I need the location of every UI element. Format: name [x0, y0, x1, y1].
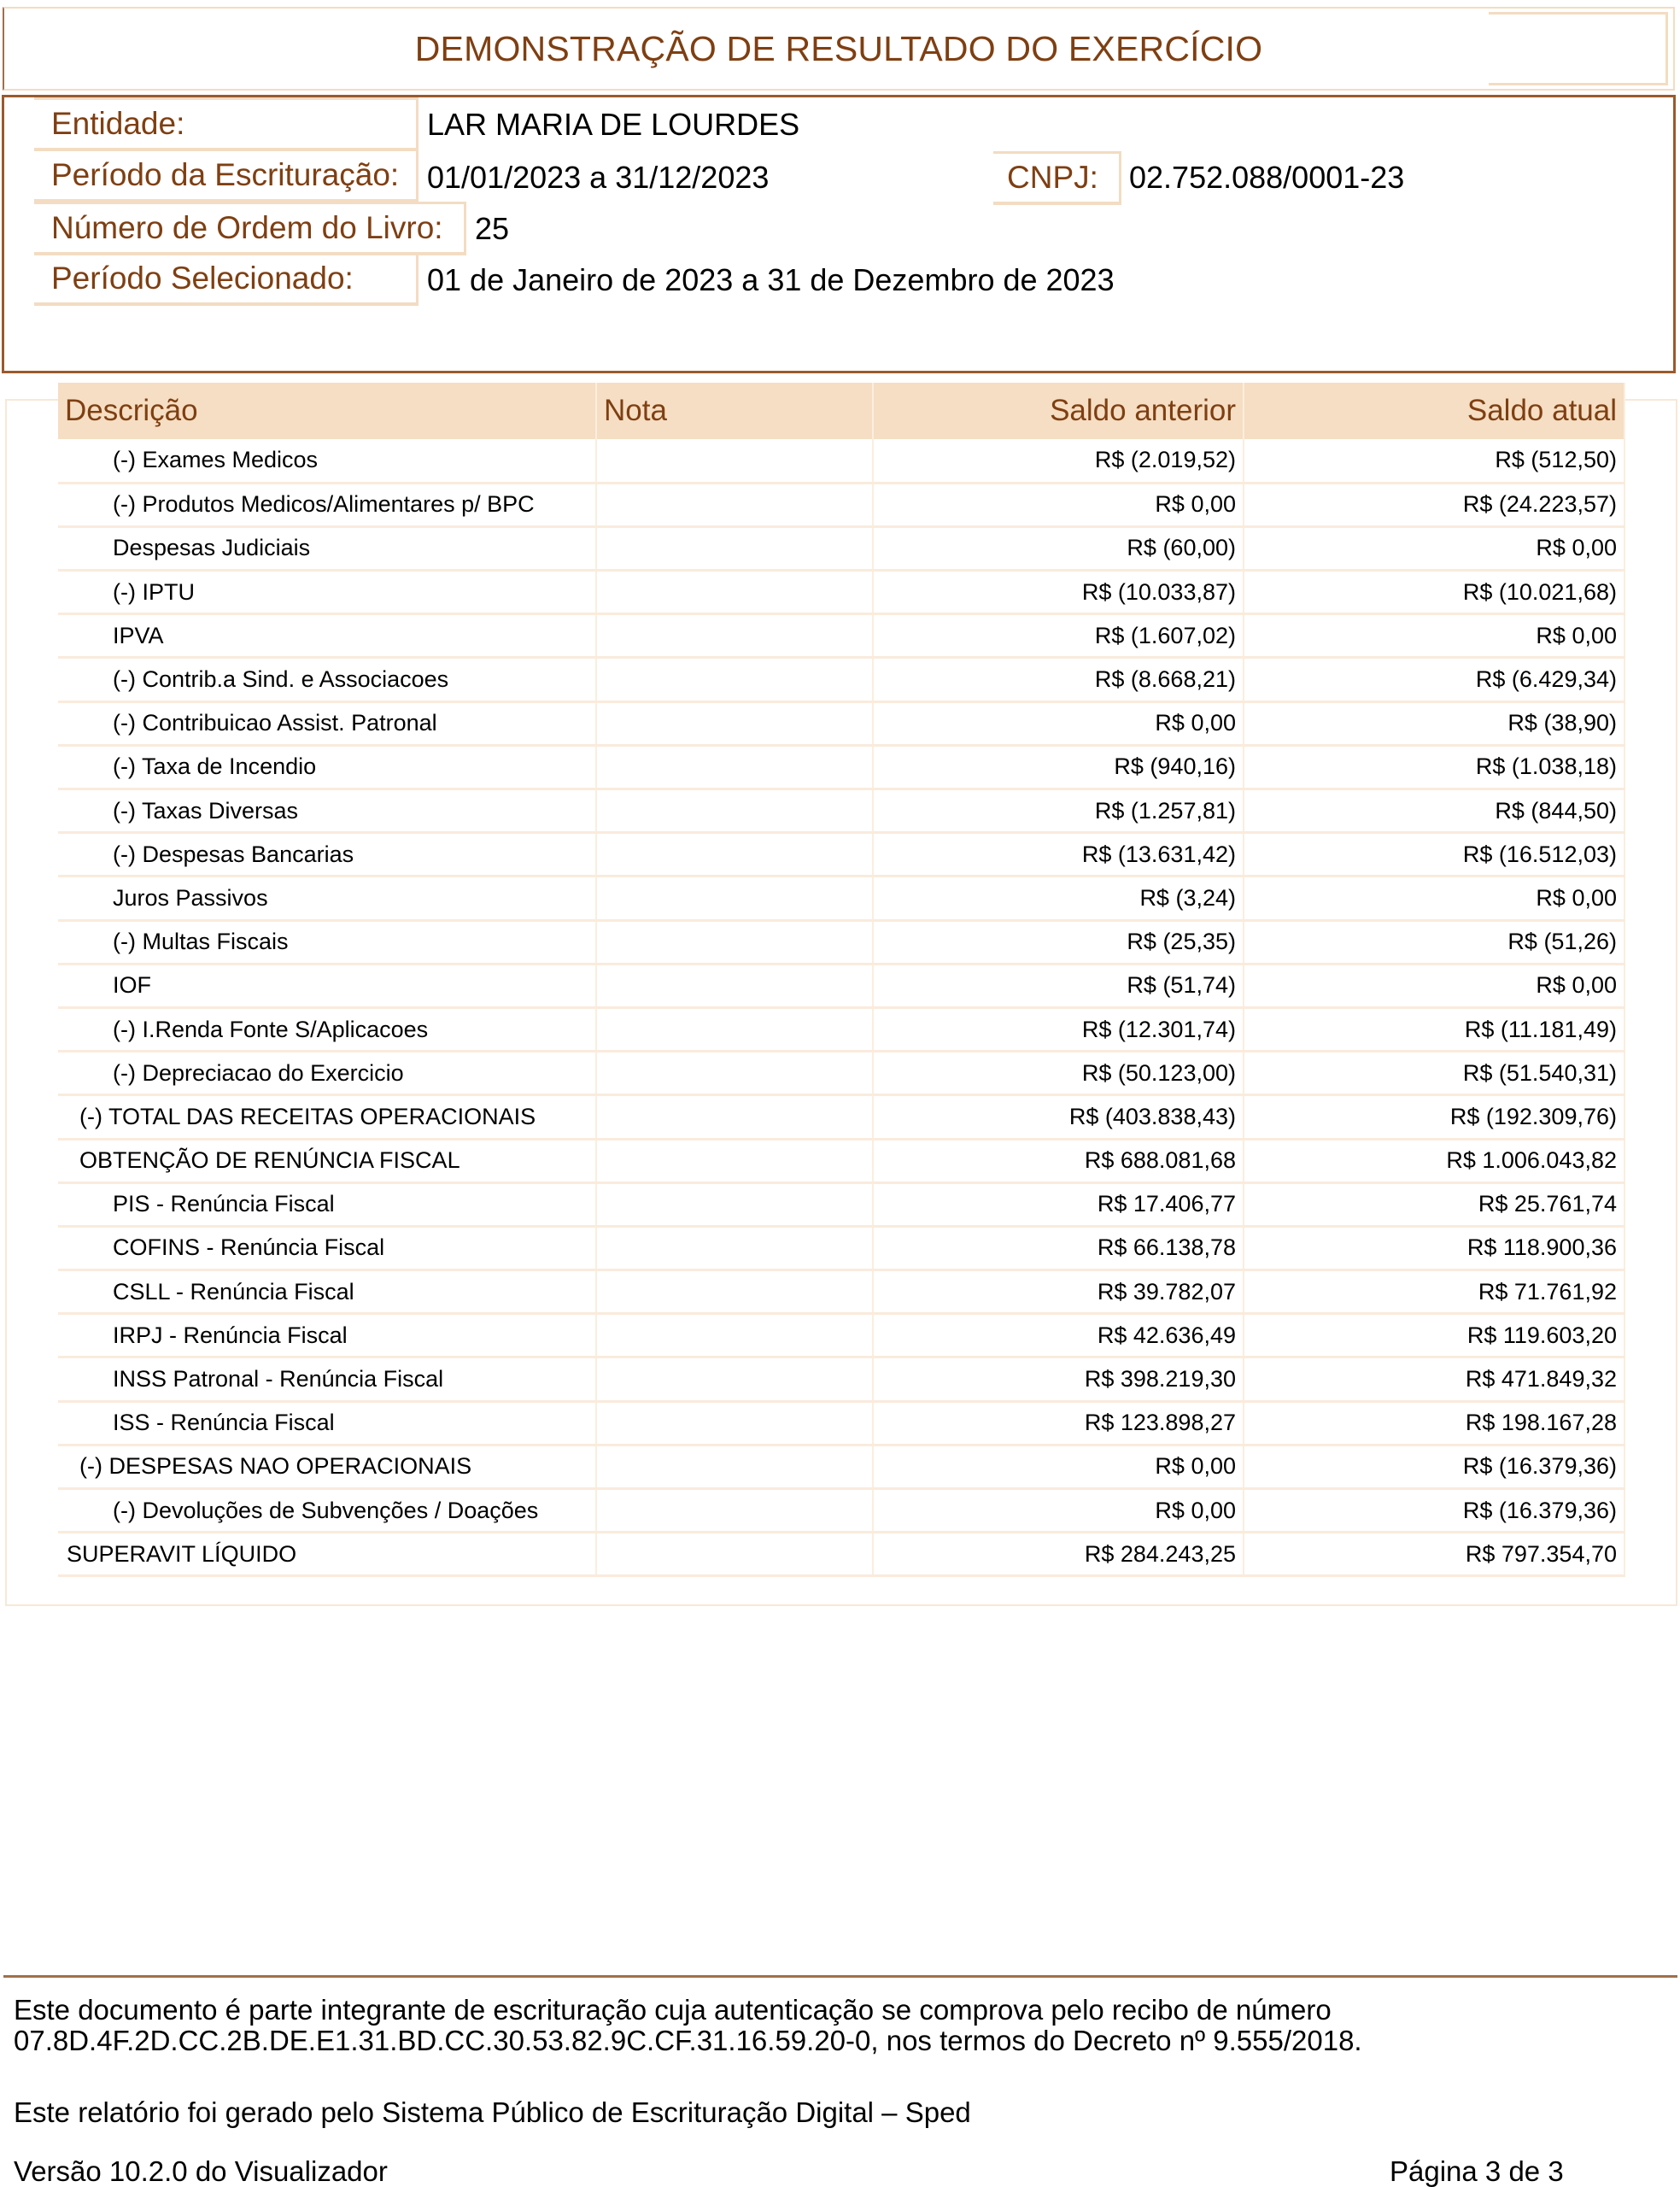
periodo-selecionado-value: 01 de Janeiro de 2023 a 31 de Dezembro de 2023: [427, 262, 1115, 297]
row-saldo-anterior: R$ (3,24): [873, 877, 1244, 920]
title-box: [3, 7, 1675, 91]
row-saldo-anterior: R$ 17.406,77: [873, 1182, 1244, 1226]
table-header-row: [58, 383, 1624, 439]
row-descricao: IRPJ - Renúncia Fiscal: [58, 1314, 596, 1357]
table-row: [58, 964, 1624, 1007]
row-nota: [596, 1182, 873, 1226]
table-row: [58, 833, 1624, 877]
row-nota: [596, 571, 873, 614]
row-saldo-anterior: R$ 0,00: [873, 1489, 1244, 1533]
table-row: [58, 1095, 1624, 1139]
table-row: [58, 1007, 1624, 1051]
footer-auth-line1: Este documento é parte integrante de escrituração cuja autenticação se comprova pelo recibo de número: [14, 1994, 1332, 2026]
row-saldo-anterior: R$ 123.898,27: [873, 1401, 1244, 1445]
footer-divider: [3, 1975, 1677, 1978]
row-saldo-atual: R$ 797.354,70: [1244, 1533, 1624, 1576]
row-saldo-anterior: R$ (12.301,74): [873, 1007, 1244, 1051]
row-descricao: (-) TOTAL DAS RECEITAS OPERACIONAIS: [58, 1095, 596, 1139]
row-descricao: SUPERAVIT LÍQUIDO: [58, 1533, 596, 1576]
table-row: [58, 483, 1624, 526]
row-saldo-anterior: R$ 39.782,07: [873, 1270, 1244, 1314]
table-row: [58, 745, 1624, 789]
row-descricao: (-) Devoluções de Subvenções / Doações: [58, 1489, 596, 1533]
row-nota: [596, 1095, 873, 1139]
row-nota: [596, 1314, 873, 1357]
table-row: [58, 1357, 1624, 1401]
header-nota: Nota: [596, 383, 873, 439]
row-descricao: (-) Produtos Medicos/Alimentares p/ BPC: [58, 483, 596, 526]
row-nota: [596, 1445, 873, 1488]
periodo-escrituracao-value: 01/01/2023 a 31/12/2023: [427, 160, 770, 195]
header-saldo-anterior: Saldo anterior: [873, 383, 1244, 439]
numero-ordem-value: 25: [475, 211, 510, 246]
row-saldo-anterior: R$ (51,74): [873, 964, 1244, 1007]
row-saldo-atual: R$ (11.181,49): [1244, 1007, 1624, 1051]
row-descricao: IOF: [58, 964, 596, 1007]
table-row: [58, 614, 1624, 658]
row-saldo-atual: R$ 0,00: [1244, 877, 1624, 920]
table-row: [58, 789, 1624, 833]
table-row: [58, 1489, 1624, 1533]
row-descricao: (-) DESPESAS NAO OPERACIONAIS: [58, 1445, 596, 1488]
row-nota: [596, 1401, 873, 1445]
row-saldo-atual: R$ (844,50): [1244, 789, 1624, 833]
row-descricao: OBTENÇÃO DE RENÚNCIA FISCAL: [58, 1139, 596, 1182]
row-descricao: (-) Taxa de Incendio: [58, 745, 596, 789]
row-saldo-anterior: R$ (13.631,42): [873, 833, 1244, 877]
periodo-escrituracao-label: Período da Escrituração:: [34, 151, 419, 202]
table-row: [58, 658, 1624, 701]
cnpj-value: 02.752.088/0001-23: [1129, 160, 1405, 195]
row-nota: [596, 1139, 873, 1182]
table-row: [58, 1226, 1624, 1269]
row-saldo-atual: R$ 0,00: [1244, 614, 1624, 658]
row-saldo-anterior: R$ 42.636,49: [873, 1314, 1244, 1357]
row-descricao: (-) Despesas Bancarias: [58, 833, 596, 877]
entidade-value: LAR MARIA DE LOURDES: [427, 107, 800, 142]
row-nota: [596, 701, 873, 745]
row-descricao: (-) IPTU: [58, 571, 596, 614]
row-saldo-atual: R$ (10.021,68): [1244, 571, 1624, 614]
row-saldo-atual: R$ (1.038,18): [1244, 745, 1624, 789]
row-descricao: COFINS - Renúncia Fiscal: [58, 1226, 596, 1269]
row-saldo-anterior: R$ (50.123,00): [873, 1052, 1244, 1095]
row-saldo-atual: R$ (38,90): [1244, 701, 1624, 745]
row-saldo-anterior: R$ 0,00: [873, 701, 1244, 745]
row-saldo-anterior: R$ 284.243,25: [873, 1533, 1244, 1576]
row-nota: [596, 526, 873, 570]
row-nota: [596, 1052, 873, 1095]
row-saldo-atual: R$ 0,00: [1244, 526, 1624, 570]
row-saldo-atual: R$ 471.849,32: [1244, 1357, 1624, 1401]
title-corner-decoration: [1489, 12, 1668, 85]
table-row: [58, 526, 1624, 570]
row-saldo-anterior: R$ (940,16): [873, 745, 1244, 789]
cnpj-label: CNPJ:: [993, 151, 1121, 205]
row-descricao: CSLL - Renúncia Fiscal: [58, 1270, 596, 1314]
row-saldo-atual: R$ (51,26): [1244, 920, 1624, 964]
row-nota: [596, 789, 873, 833]
row-descricao: (-) Depreciacao do Exercicio: [58, 1052, 596, 1095]
row-saldo-anterior: R$ (1.257,81): [873, 789, 1244, 833]
row-nota: [596, 964, 873, 1007]
row-saldo-atual: R$ (512,50): [1244, 439, 1624, 483]
table-row: [58, 1139, 1624, 1182]
row-nota: [596, 1270, 873, 1314]
periodo-selecionado-label: Período Selecionado:: [34, 255, 419, 306]
row-saldo-anterior: R$ 398.219,30: [873, 1357, 1244, 1401]
row-nota: [596, 614, 873, 658]
table-row: [58, 1182, 1624, 1226]
page-title: DEMONSTRAÇÃO DE RESULTADO DO EXERCÍCIO: [414, 29, 1263, 68]
footer-generated-by: Este relatório foi gerado pelo Sistema Público de Escrituração Digital – Sped: [14, 2096, 971, 2128]
table-row: [58, 1445, 1624, 1488]
row-descricao: (-) I.Renda Fonte S/Aplicacoes: [58, 1007, 596, 1051]
row-descricao: IPVA: [58, 614, 596, 658]
numero-ordem-label: Número de Ordem do Livro:: [34, 202, 466, 255]
row-saldo-atual: R$ 118.900,36: [1244, 1226, 1624, 1269]
row-saldo-anterior: R$ (60,00): [873, 526, 1244, 570]
row-nota: [596, 1007, 873, 1051]
row-saldo-anterior: R$ (1.607,02): [873, 614, 1244, 658]
row-nota: [596, 920, 873, 964]
row-descricao: Juros Passivos: [58, 877, 596, 920]
row-saldo-anterior: R$ 0,00: [873, 1445, 1244, 1488]
row-descricao: INSS Patronal - Renúncia Fiscal: [58, 1357, 596, 1401]
row-nota: [596, 1226, 873, 1269]
table-row: [58, 571, 1624, 614]
row-saldo-atual: R$ 1.006.043,82: [1244, 1139, 1624, 1182]
row-saldo-atual: R$ (6.429,34): [1244, 658, 1624, 701]
row-descricao: (-) Exames Medicos: [58, 439, 596, 483]
table-row: [58, 1533, 1624, 1576]
row-nota: [596, 483, 873, 526]
row-saldo-anterior: R$ (8.668,21): [873, 658, 1244, 701]
page-number: Página 3 de 3: [1390, 2155, 1564, 2187]
footer-version: Versão 10.2.0 do Visualizador: [14, 2155, 388, 2187]
row-saldo-atual: R$ 119.603,20: [1244, 1314, 1624, 1357]
row-saldo-anterior: R$ 66.138,78: [873, 1226, 1244, 1269]
entidade-label: Entidade:: [34, 97, 419, 151]
row-saldo-atual: R$ (24.223,57): [1244, 483, 1624, 526]
row-saldo-anterior: R$ (2.019,52): [873, 439, 1244, 483]
row-nota: [596, 1489, 873, 1533]
row-saldo-atual: R$ 71.761,92: [1244, 1270, 1624, 1314]
footer-auth-line2: 07.8D.4F.2D.CC.2B.DE.E1.31.BD.CC.30.53.82.9C.CF.31.16.59.20-0, nos termos do Decreto nº 9.555/2018.: [14, 2025, 1362, 2056]
row-saldo-anterior: R$ (403.838,43): [873, 1095, 1244, 1139]
row-saldo-atual: R$ (16.379,36): [1244, 1489, 1624, 1533]
table-row: [58, 1401, 1624, 1445]
table-row: [58, 920, 1624, 964]
table-row: [58, 701, 1624, 745]
row-saldo-anterior: R$ 0,00: [873, 483, 1244, 526]
row-saldo-anterior: R$ (10.033,87): [873, 571, 1244, 614]
row-saldo-atual: R$ (192.309,76): [1244, 1095, 1624, 1139]
row-descricao: Despesas Judiciais: [58, 526, 596, 570]
row-saldo-atual: R$ (16.379,36): [1244, 1445, 1624, 1488]
row-descricao: (-) Contribuicao Assist. Patronal: [58, 701, 596, 745]
row-nota: [596, 1533, 873, 1576]
header-saldo-atual: Saldo atual: [1244, 383, 1624, 439]
table-row: [58, 1270, 1624, 1314]
table-row: [58, 1052, 1624, 1095]
row-saldo-atual: R$ (16.512,03): [1244, 833, 1624, 877]
row-descricao: ISS - Renúncia Fiscal: [58, 1401, 596, 1445]
table-row: [58, 439, 1624, 483]
row-nota: [596, 658, 873, 701]
row-descricao: (-) Contrib.a Sind. e Associacoes: [58, 658, 596, 701]
table-row: [58, 877, 1624, 920]
row-saldo-anterior: R$ 688.081,68: [873, 1139, 1244, 1182]
header-descricao: Descrição: [58, 383, 596, 439]
row-nota: [596, 833, 873, 877]
table-row: [58, 1314, 1624, 1357]
dre-table: [58, 383, 1625, 1577]
row-descricao: (-) Multas Fiscais: [58, 920, 596, 964]
row-saldo-atual: R$ 198.167,28: [1244, 1401, 1624, 1445]
row-saldo-anterior: R$ (25,35): [873, 920, 1244, 964]
row-saldo-atual: R$ (51.540,31): [1244, 1052, 1624, 1095]
row-saldo-atual: R$ 25.761,74: [1244, 1182, 1624, 1226]
row-nota: [596, 1357, 873, 1401]
row-descricao: (-) Taxas Diversas: [58, 789, 596, 833]
row-nota: [596, 745, 873, 789]
row-descricao: PIS - Renúncia Fiscal: [58, 1182, 596, 1226]
row-saldo-atual: R$ 0,00: [1244, 964, 1624, 1007]
row-nota: [596, 439, 873, 483]
row-nota: [596, 877, 873, 920]
